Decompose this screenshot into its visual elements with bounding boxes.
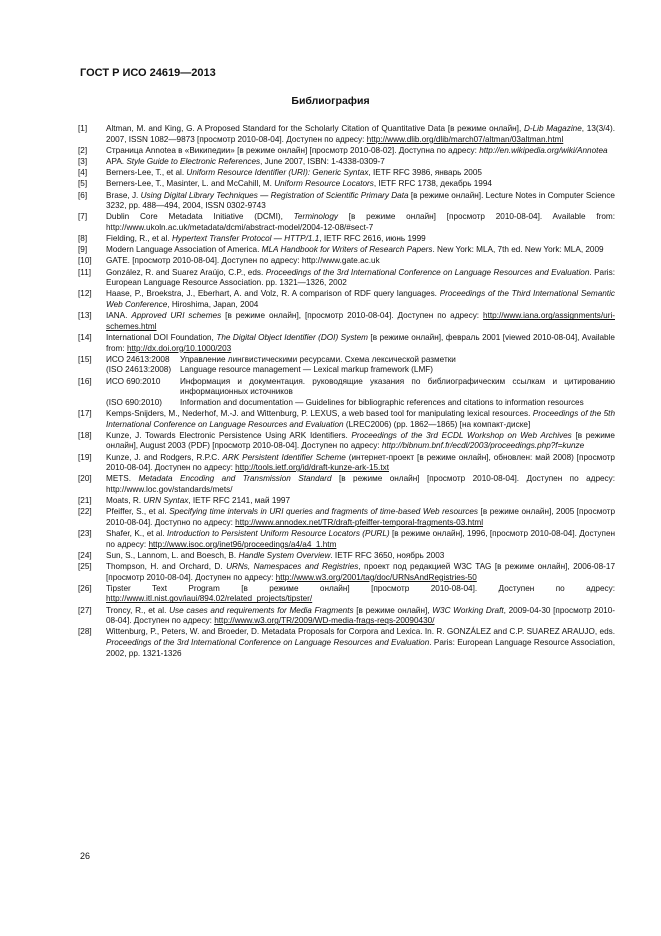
reference-link[interactable]: http://www.w3.org/TR/2009/WD-media-frags-reqs-20090430/ [214, 616, 435, 626]
reference-italic-title: Style Guide to Electronic References [126, 156, 261, 166]
reference-entry [78, 431, 615, 452]
reference-plain-text: Thompson, H. and Orchard, D. [106, 562, 227, 571]
reference-entry [78, 333, 615, 354]
reference-plain-text: [в режиме онлайн], 2005 [просмотр 2010-08-04]. Доступно по адресу: [106, 507, 615, 527]
reference-entry [78, 191, 615, 212]
reference-entry [78, 245, 615, 256]
reference-plain-text: , IETF RFC 3986, январь 2005 [368, 168, 482, 178]
reference-italic-link: W3C Working Draft [432, 605, 504, 615]
reference-plain-text: Haase, P., Broekstra, J., Eberhart, A. and Volz, R. A comparison of RDF query languages. [106, 289, 440, 299]
reference-plain-text: , 13(3/4). 2007, ISSN 1082—9873 [просмотр 2010-08-04]. Доступен по адресу: [106, 124, 615, 144]
reference-number: [4] [78, 168, 88, 178]
reference-italic-title: Specifying time intervals in URI queries and fragments of time-based Web resources [169, 507, 479, 517]
standard-title: Language resource management — Lexical markup framework (LMF) [180, 365, 434, 375]
section-title: Библиография [291, 95, 370, 107]
standard-code: (ISO 24613:2008) [106, 365, 172, 375]
reference-entry [78, 168, 615, 179]
reference-plain-text: González, R. and Suarez Araújo, C.P., eds. [106, 267, 266, 277]
reference-number: [15] [78, 354, 92, 364]
reference-text [106, 431, 615, 452]
reference-plain-text: , IETF RFC 2616, июнь 1999 [319, 234, 426, 244]
reference-text [106, 146, 615, 157]
reference-text [106, 409, 615, 430]
reference-entry [78, 584, 615, 605]
reference-italic-title: Uniform Resource Locators [274, 179, 374, 189]
reference-text [106, 289, 615, 310]
reference-italic-title: The Digital Object Identifier (DOI) System [216, 333, 368, 342]
reference-plain-text: [в режиме онлайн] [просмотр 2010-08-04]. Доступен по адресу: http://www.loc.gov/standards/mets/ [106, 474, 616, 494]
reference-italic-title: URN Syntax [143, 496, 189, 506]
reference-text [106, 333, 615, 354]
reference-entry [78, 289, 615, 310]
reference-plain-text: [в режиме онлайн], февраль 2001 [viewed 2010-08-04], Available from: [106, 333, 615, 353]
reference-text [106, 234, 615, 245]
reference-italic-title: Hypertext Transfer Protocol — HTTP/1.1 [171, 234, 320, 244]
reference-entry [78, 256, 615, 267]
reference-entry [78, 124, 615, 145]
reference-italic-title: Proceedings of the Third International Semantic Web Conference [106, 289, 615, 310]
reference-plain-text: Altman, M. and King, G. A Proposed Standard for the Scholarly Citation of Quantitative Data [в режиме онлайн], [106, 124, 524, 133]
reference-plain-text: , проект под редакцией W3C TAG [в режиме онлайн], 2006-08-17 [просмотр 2010-08-04]. Доступен по адресу: [106, 562, 616, 582]
reference-plain-text: [в режиме онлайн] [просмотр 2010-08-04]. Available from: http://www.ukoln.ac.uk/metadata/dcmi/abstract-model/2004-12-08/#sect-7 [106, 212, 615, 232]
standard-title: Информация и документация. руководящие указания по библиографическим ссылкам и цитированию информационных источников [180, 376, 615, 397]
reference-entry [78, 453, 615, 474]
reference-number: [6] [78, 190, 88, 200]
reference-italic-title: Proceedings of the 3rd International Conference on Language Resources and Evaluation [106, 637, 430, 647]
reference-number: [7] [78, 212, 88, 222]
reference-number: [21] [78, 496, 92, 506]
reference-text [106, 584, 615, 605]
reference-plain-text: Sun, S., Lannom, L. and Boesch, B. [106, 550, 239, 560]
reference-italic-title: Approved URI schemes [131, 311, 222, 321]
reference-plain-text: [в режиме онлайн], [просмотр 2010-08-04]. Доступен по адресу: [221, 311, 484, 321]
reference-text [106, 212, 615, 233]
reference-plain-text: International DOI Foundation, [106, 333, 217, 342]
reference-plain-text: (LREC2006) (pp. 1862—1865) [на компакт-диске] [343, 419, 531, 429]
reference-plain-text: . IETF RFC 3650, ноябрь 2003 [330, 550, 445, 560]
reference-entry [78, 355, 615, 376]
reference-plain-text: GATE. [просмотр 2010-08-04]. Доступен по адресу: http://www.gate.ac.uk [106, 256, 380, 266]
reference-text [106, 474, 615, 495]
reference-link[interactable]: http://www.isoc.org/inet96/proceedings/a4/a4_1.htm [148, 539, 337, 549]
reference-number: [26] [78, 583, 92, 593]
reference-plain-text: Wittenburg, P., Peters, W. and Broeder, D. Metadata Proposals for Corpora and Lexica. In. R. GONZÁLEZ and C.P. SUAREZ ARAUJO, eds. [106, 627, 615, 637]
reference-number: [2] [78, 145, 88, 155]
reference-entry [78, 562, 615, 583]
reference-number: [23] [78, 529, 92, 539]
reference-plain-text: (интернет-проект [в режиме онлайн], обновлен: май 2008) [просмотр 2010-08-04]. Доступен по адресу: [106, 452, 615, 473]
reference-entry [78, 268, 615, 289]
reference-plain-text: Tipster Text Program [в режиме онлайн] [просмотр 2010-08-04]. Доступен по адресу: [106, 583, 615, 593]
reference-plain-text: Berners-Lee, T., Masinter, L. and McCahill, M. [106, 179, 275, 189]
reference-number: [9] [78, 245, 88, 255]
standard-code: ИСО 24613:2008 [106, 354, 170, 364]
reference-text [106, 453, 615, 474]
reference-plain-text: [в режиме онлайн], [353, 605, 433, 615]
reference-plain-text: Brase, J. [106, 190, 141, 200]
reference-plain-text: [в режиме онлайн], 1996, [просмотр 2010-08-04]. Доступен по адресу: [106, 529, 616, 549]
reference-text [106, 551, 615, 562]
reference-entry [78, 507, 615, 528]
reference-number: [1] [78, 124, 88, 133]
reference-number: [5] [78, 179, 88, 189]
reference-italic-title: URNs, Namespaces and Registries [226, 562, 359, 571]
reference-link[interactable]: http://www.itl.nist.gov/iaui/894.02/related_projects/tipster/ [106, 594, 313, 604]
reference-number: [3] [78, 156, 88, 166]
reference-number: [14] [78, 333, 92, 342]
reference-number: [25] [78, 562, 92, 571]
reference-entry [78, 409, 615, 430]
reference-italic-title: Proceedings of the 3rd International Conference on Language Resources and Evaluation [265, 267, 590, 277]
reference-link[interactable]: http://dx.doi.org/10.1000/203 [126, 343, 232, 353]
reference-entry [78, 377, 615, 409]
reference-text [106, 507, 615, 528]
reference-text [106, 311, 615, 332]
reference-entry [78, 551, 615, 562]
reference-text [106, 355, 615, 376]
reference-link[interactable]: http://tools.ietf.org/id/draft-kunze-ark-15.txt [235, 463, 389, 473]
reference-plain-text: IANA. [106, 311, 132, 321]
reference-entry [78, 496, 615, 507]
reference-entry [78, 179, 615, 190]
reference-text [106, 179, 615, 190]
reference-number: [10] [78, 256, 92, 266]
reference-text [106, 256, 615, 267]
reference-entry [78, 157, 615, 168]
reference-plain-text: Kunze, J. and Rodgers, R.P.C. [106, 452, 223, 462]
standard-title: Information and documentation — Guidelines for bibliographic references and citations to information resources [180, 397, 584, 407]
reference-plain-text: Modern Language Association of America. [106, 245, 262, 255]
reference-italic-title: Proceedings of the 3rd ECDL Workshop on Web Archives [351, 430, 572, 440]
reference-plain-text: . New York: MLA, 7th ed. New York: MLA, 2009 [432, 245, 604, 255]
reference-number: [24] [78, 550, 92, 560]
standard-code: (ISO 690:2010) [106, 397, 162, 407]
reference-plain-text: APA. [106, 156, 127, 166]
reference-number: [22] [78, 507, 92, 517]
reference-plain-text: [в режиме онлайн], August 2003 (PDF) [просмотр 2010-08-04]. Доступен по адресу: [106, 430, 615, 451]
reference-italic-title: Handle System Overview [238, 550, 331, 560]
reference-plain-text: Fielding, R., et al. [106, 234, 172, 244]
reference-number: [17] [78, 408, 92, 418]
reference-italic-link: http://bibnum.bnf.fr/ecdl/2003/proceedings.php?f=kunze [381, 441, 585, 451]
reference-text [106, 168, 615, 179]
reference-italic-title: ARK Persistent Identifier Scheme [222, 452, 346, 462]
reference-entry [78, 311, 615, 332]
reference-italic-title: D-Lib Magazine [523, 124, 582, 133]
standard-row [106, 377, 615, 398]
reference-text [106, 124, 615, 145]
reference-plain-text: , 2009-04-30 [просмотр 2010-08-04]. Доступен по адресу: [106, 605, 616, 626]
reference-entry [78, 234, 615, 245]
reference-number: [11] [78, 267, 92, 277]
reference-italic-title: Proceedings of the 5th International Conference on Language Resources and Evaluation [106, 408, 615, 429]
reference-plain-text: Shafer, K., et al. [106, 529, 167, 539]
reference-number: [19] [78, 452, 92, 462]
reference-plain-text: Pfeiffer, S., et al. [106, 507, 170, 517]
reference-plain-text: Страница Annotea в «Википедии» [в режиме онлайн] [просмотр 2010-08-02]. Доступна по адресу: [106, 145, 480, 155]
reference-plain-text: , June 2007, ISBN: 1-4338-0309-7 [260, 156, 385, 166]
reference-number: [8] [78, 234, 88, 244]
reference-number: [20] [78, 474, 92, 484]
reference-plain-text: , IETF RFC 1738, декабрь 1994 [373, 179, 492, 189]
reference-text [106, 496, 615, 507]
reference-entry [78, 474, 615, 495]
reference-entry [78, 627, 615, 659]
reference-plain-text: Berners-Lee, T., et al. [106, 168, 187, 178]
standard-title: Управление лингвистическими ресурсами. Схема лексической разметки [180, 354, 456, 364]
reference-text [106, 627, 615, 659]
reference-plain-text: . Paris: European Language Resource Association, 2002, pp. 1321-1326 [106, 637, 616, 658]
bibliography-list [78, 124, 615, 660]
reference-plain-text: . Paris: European Language Resource Association. pp. 1321—1326, 2002 [106, 267, 615, 288]
reference-text [106, 562, 615, 583]
reference-entry [78, 606, 615, 627]
standard-code: ИСО 690:2010 [106, 376, 161, 386]
reference-plain-text: [в режиме онлайн]. Lecture Notes in Computer Science 3232, pp. 488—494, 2004, ISSN 0302-9743 [106, 190, 615, 211]
reference-italic-title: MLA Handbook for Writers of Research Papers [261, 245, 433, 255]
reference-plain-text: Kemps-Snijders, M., Nederhof, M.-J. and Wittenburg, P. LEXUS, a web based tool for manipulating lexical resources. [106, 408, 533, 418]
reference-entry [78, 212, 615, 233]
reference-link[interactable]: http://www.dlib.org/dlib/march07/altman/03altman.html [366, 134, 564, 144]
reference-text [106, 245, 615, 256]
running-header: ГОСТ Р ИСО 24619—2013 [80, 67, 216, 79]
reference-text [106, 377, 615, 409]
reference-text [106, 529, 615, 550]
reference-number: [28] [78, 627, 92, 637]
reference-italic-title: Uniform Resource Identifier (URI): Generic Syntax [186, 168, 369, 178]
reference-italic-title: Using Digital Library Techniques — Registration of Scientific Primary Data [140, 190, 409, 200]
reference-italic-title: Terminology [293, 212, 338, 222]
reference-plain-text: METS. [106, 474, 139, 484]
reference-text [106, 191, 615, 212]
reference-plain-text: Kunze, J. Towards Electronic Persistence Using ARK Identifiers. [106, 430, 352, 440]
reference-plain-text: , Hiroshima, Japan, 2004 [167, 300, 259, 310]
standard-row [106, 355, 615, 366]
reference-entry [78, 146, 615, 157]
reference-number: [13] [78, 311, 92, 321]
reference-plain-text: Dublin Core Metadata Initiative (DCMI), [106, 212, 294, 222]
reference-italic-title: Use cases and requirements for Media Fragments [169, 605, 354, 615]
reference-text [106, 157, 615, 168]
reference-italic-title: Metadata Encoding and Transmission Standard [138, 474, 332, 484]
standard-row [106, 398, 615, 409]
reference-number: [27] [78, 605, 92, 615]
reference-plain-text: Troncy, R., et al. [106, 605, 170, 615]
reference-link[interactable]: http://www.w3.org/2001/tag/doc/URNsAndRegistries-50 [275, 572, 477, 582]
reference-text [106, 606, 615, 627]
reference-link[interactable]: http://www.annodex.net/TR/draft-pfeiffer-temporal-fragments-03.html [235, 517, 484, 527]
reference-number: [18] [78, 430, 92, 440]
reference-number: [12] [78, 289, 92, 299]
reference-text [106, 268, 615, 289]
reference-plain-text: Moats, R. [106, 496, 144, 506]
reference-italic-title: Introduction to Persistent Uniform Resource Locators (PURL) [166, 529, 390, 539]
reference-link[interactable]: http://www.iana.org/assignments/uri-schemes.html [106, 311, 615, 331]
reference-number: [16] [78, 376, 92, 386]
reference-italic-title: http://en.wikipedia.org/wiki/Annotea [479, 145, 608, 155]
standard-row [106, 365, 615, 376]
reference-plain-text: , IETF RFC 2141, май 1997 [188, 496, 291, 506]
page-number: 26 [80, 851, 91, 861]
reference-entry [78, 529, 615, 550]
